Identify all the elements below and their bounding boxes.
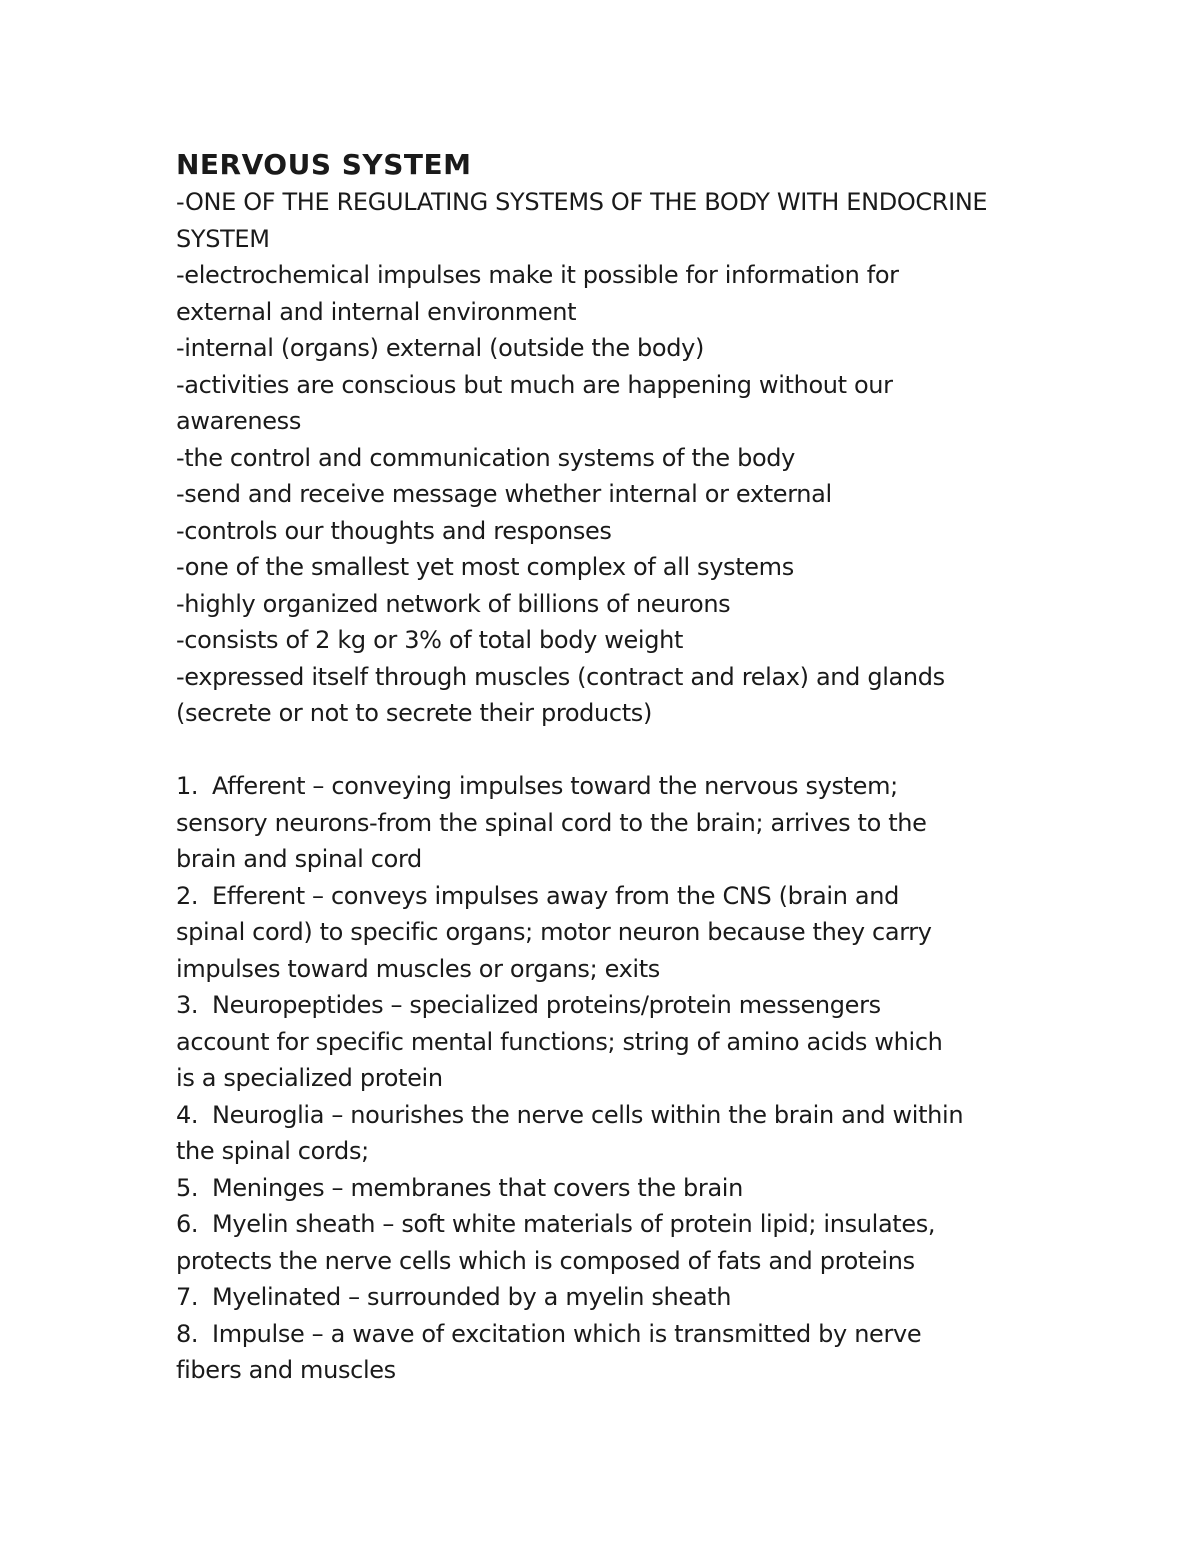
note-line: -send and receive message whether internal or external — [176, 480, 832, 508]
list-text: Myelinated – surrounded by a myelin sheath — [212, 1283, 732, 1311]
note-line: -one of the smallest yet most complex of all systems — [176, 553, 794, 581]
list-number: 1. — [176, 772, 199, 800]
blank-line — [176, 732, 1076, 769]
list-text: brain and spinal cord — [176, 845, 422, 873]
list-text: account for specific mental functions; string of amino acids which — [176, 1027, 943, 1056]
list-item — [176, 1170, 1076, 1207]
list-item — [176, 987, 1076, 1024]
note-line: -activities are conscious but much are happening without our — [176, 370, 893, 399]
note-line: -highly organized network of billions of neurons — [176, 589, 731, 618]
list-text: Afferent – conveying impulses toward the nervous system; — [212, 772, 898, 800]
list-item-continuation — [176, 841, 1076, 878]
list-item-continuation — [176, 1133, 1076, 1170]
note-line: SYSTEM — [176, 224, 270, 253]
list-text: spinal cord) to specific organs; motor neuron because they carry — [176, 918, 932, 946]
list-item — [176, 1097, 1076, 1134]
note-line: -the control and communication systems of the body — [176, 443, 796, 472]
list-number: 8. — [176, 1319, 199, 1348]
list-item-continuation — [176, 805, 1076, 842]
list-text: Neuroglia – nourishes the nerve cells within the brain and within — [212, 1100, 964, 1129]
document-page — [176, 146, 1076, 1389]
list-text: Myelin sheath – soft white materials of protein lipid; insulates, — [212, 1210, 936, 1238]
list-item — [176, 1279, 1076, 1316]
list-text: Neuropeptides – specialized proteins/protein messengers — [212, 991, 881, 1019]
list-item-continuation — [176, 1352, 1076, 1389]
note-line: external and internal environment — [176, 297, 577, 326]
list-item — [176, 1316, 1076, 1353]
note-line: -ONE OF THE REGULATING SYSTEMS OF THE BODY WITH ENDOCRINE — [176, 188, 988, 216]
list-number: 5. — [176, 1173, 199, 1202]
list-item-continuation — [176, 1060, 1076, 1097]
list-text: the spinal cords; — [176, 1137, 369, 1165]
list-text: sensory neurons-from the spinal cord to the brain; arrives to the — [176, 808, 927, 837]
note-line: -expressed itself through muscles (contract and relax) and glands — [176, 662, 945, 691]
list-item-continuation — [176, 1024, 1076, 1061]
note-line: (secrete or not to secrete their products) — [176, 699, 652, 727]
list-item-continuation — [176, 951, 1076, 988]
list-number: 4. — [176, 1100, 199, 1129]
note-line: -controls our thoughts and responses — [176, 516, 612, 545]
list-text: Impulse – a wave of excitation which is transmitted by nerve — [212, 1319, 922, 1348]
list-item — [176, 1206, 1076, 1243]
list-item — [176, 878, 1076, 915]
list-text: is a specialized protein — [176, 1064, 443, 1092]
document-title: NERVOUS SYSTEM — [176, 148, 472, 181]
intro-notes — [176, 184, 1076, 732]
note-line: -internal (organs) external (outside the body) — [176, 334, 705, 362]
list-number: 7. — [176, 1283, 199, 1311]
list-number: 2. — [176, 881, 199, 910]
list-text: Meninges – membranes that covers the brain — [212, 1173, 743, 1202]
list-text: impulses toward muscles or organs; exits — [176, 954, 660, 983]
list-item-continuation — [176, 914, 1076, 951]
list-text: protects the nerve cells which is composed of fats and proteins — [176, 1246, 915, 1275]
note-line: -consists of 2 kg or 3% of total body weight — [176, 626, 684, 654]
list-text: Efferent – conveys impulses away from the CNS (brain and — [212, 881, 899, 910]
note-line: -electrochemical impulses make it possible for information for — [176, 261, 899, 289]
note-line: awareness — [176, 407, 301, 435]
list-text: fibers and muscles — [176, 1356, 396, 1384]
list-number: 6. — [176, 1210, 199, 1238]
list-number: 3. — [176, 991, 199, 1019]
list-item — [176, 768, 1076, 805]
list-item-continuation — [176, 1243, 1076, 1280]
numbered-list — [176, 768, 1076, 1389]
